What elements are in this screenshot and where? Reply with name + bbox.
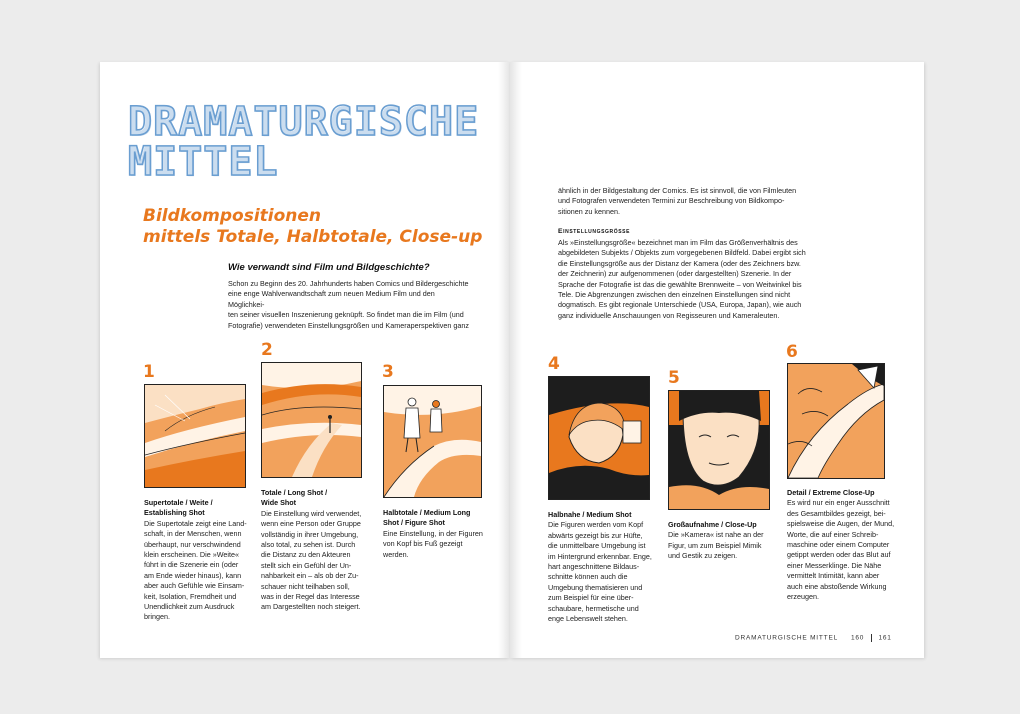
panel-body-line: aber auch Gefühle wie Einsam- xyxy=(144,581,245,591)
panel-body-line: werden. xyxy=(383,549,409,559)
panel-body-line: klein erscheinen. Die »Weite« xyxy=(144,550,239,560)
footer-section-label: DRAMATURGISCHE MITTEL xyxy=(735,634,838,642)
panel-body-line: hart angeschnittene Bildaus- xyxy=(548,562,640,572)
panel-body-line: schaft, in der Menschen, wenn xyxy=(144,529,242,539)
panel-title-line: Wide Shot xyxy=(261,498,297,508)
page-footer xyxy=(735,634,892,642)
einstellung-heading: Einstellungsgrösse xyxy=(558,228,631,235)
right-intro-line: ähnlich in der Bildgestaltung der Comics. Es ist sinnvoll, die von Filmleuten xyxy=(558,186,797,195)
panel-body-line: einer Messerklinge. Die Nähe xyxy=(787,560,882,570)
panel-caption-5 xyxy=(668,520,780,562)
panel-title-line: Totale / Long Shot / xyxy=(261,488,328,497)
intro-line: Schon zu Beginn des 20. Jahrhunderts haben Comics und Bildergeschichte xyxy=(228,279,469,288)
panel-title-line: Establishing Shot xyxy=(144,508,205,518)
panel-body-line: überhaupt, nur verschwindend xyxy=(144,539,241,549)
einstellung-line: die Einstellungsgröße aus der Distanz der Kamera (oder des Zeichners bzw. xyxy=(558,258,801,268)
einstellung-line: der Zeichnerin) zur aufgenommenen (oder dargestellten) Szenerie. In der xyxy=(558,269,792,279)
panel-illustration-3 xyxy=(383,385,482,498)
panel-body-line: führt in die Szenerie ein (oder xyxy=(144,560,239,570)
panel-body-line: Umgebung thematisieren und xyxy=(548,582,643,592)
panel-body-line: schauer nicht teilhaben soll, xyxy=(261,581,350,591)
panel-body-line: von Kopf bis Fuß gezeigt xyxy=(383,539,463,549)
panel-illustration-2 xyxy=(261,362,362,478)
intro-line: Fotografie) verwendeten Einstellungsgrößen und Kameraperspektiven ganz xyxy=(228,320,469,330)
panel-body-line: abwärts gezeigt bis zur Hüfte, xyxy=(548,530,643,540)
einstellung-line: dogmatisch. Es gibt regionale Unterschiede (USA, Europa, Japan), wie auch xyxy=(558,300,802,310)
panel-title-line: Shot / Figure Shot xyxy=(383,518,445,528)
panel-body-line: wenn eine Person oder Gruppe xyxy=(261,519,361,529)
panel-title-line: Großaufnahme / Close-Up xyxy=(668,520,757,529)
panel-body-line: vollständig in ihrer Umgebung, xyxy=(261,529,359,539)
intro-line: eine enge Wahlverwandtschaft zum neuen Medium Film und den Möglichkei- xyxy=(228,289,435,309)
panel-caption-3 xyxy=(383,508,488,560)
panel-body-line: die unmittelbare Umgebung ist xyxy=(548,541,646,551)
panel-body-line: Eine Einstellung, in der Figuren xyxy=(383,528,483,538)
panel-body-line: maschine oder einem Computer xyxy=(787,540,890,550)
panel-body-line: zum Beispiel für eine über- xyxy=(548,593,634,603)
panel-body-line: nahbarkeit ein – als ob der Zu- xyxy=(261,571,359,581)
panel-title-line: Halbtotale / Medium Long xyxy=(383,508,471,517)
right-intro-line: sitionen zu kennen. xyxy=(558,206,620,216)
panel-body-line: auch eine abstoßende Wirkung xyxy=(787,581,887,591)
footer-page-right: 161 xyxy=(878,634,892,642)
einstellung-line: Als »Einstellungsgröße« bezeichnet man im Film das Größenverhältnis des xyxy=(558,238,798,247)
panel-body-line: was in der Regel das Interesse xyxy=(261,592,360,602)
panel-caption-2 xyxy=(261,488,376,613)
intro-line: ten seiner visuellen Inszenierung geknüpft. So findet man die im Film (und xyxy=(228,310,464,320)
panel-number-4: 4 xyxy=(548,354,560,374)
intro-text xyxy=(228,279,473,331)
panel-body-line: und Gestik zu zeigen. xyxy=(668,551,738,561)
panel-body-line: Worte, die auf einer Schreib- xyxy=(787,529,879,539)
footer-separator xyxy=(871,634,872,642)
panel-body-line: Unendlichkeit zum Ausdruck xyxy=(144,602,235,612)
panel-body-line: stellt sich ein Gefühl der Un- xyxy=(261,560,352,570)
panel-body-line: schnitte können auch die xyxy=(548,572,628,582)
panel-body-line: bringen. xyxy=(144,612,170,622)
panel-number-3: 3 xyxy=(382,362,394,382)
panel-body-line: im Hintergrund erkennbar. Enge, xyxy=(548,551,652,561)
panel-body-line: schaubare, hermetische und xyxy=(548,603,639,613)
panel-body-line: die Distanz zu den Akteuren xyxy=(261,550,351,560)
einstellung-line: abgebildeten Subjekts / Objekts zum vorgegebenen Bildfeld. Dabei ergibt sich xyxy=(558,248,806,258)
panel-body-line: spielsweise die Augen, der Mund, xyxy=(787,519,895,529)
panel-body-line: keit, Isolation, Fremdheit und xyxy=(144,591,237,601)
main-title-line-1: DRAMATURGISCHE xyxy=(128,99,480,145)
panel-body-line: getippt werden oder das Blut auf xyxy=(787,550,891,560)
subtitle-line-2: mittels Totale, Halbtotale, Close-up xyxy=(143,227,483,247)
main-title-line-2: MITTEL xyxy=(128,139,279,185)
panel-title-line: Supertotale / Weite / xyxy=(144,498,213,507)
panel-body-line: am Ende wieder hinaus), kann xyxy=(144,570,242,580)
right-intro-line: und Fotografen verwendeten Termini zur Beschreibung von Bildkompo- xyxy=(558,196,785,206)
panel-body-line: Die »Kamera« ist nahe an der xyxy=(668,530,764,540)
intro-question: Wie verwandt sind Film und Bildgeschichte? xyxy=(228,262,430,273)
panel-body-line: Figur, um zum Beispiel Mimik xyxy=(668,540,762,550)
einstellung-line: Tele. Die Abgrenzungen zwischen den einzelnen Einstellungen sind nicht xyxy=(558,290,791,300)
panel-caption-4 xyxy=(548,510,660,624)
panel-illustration-1 xyxy=(144,384,246,488)
panel-caption-6 xyxy=(787,488,907,602)
panel-number-1: 1 xyxy=(143,362,155,382)
einstellung-line: ganz individuelle Anschauungen von Regisseuren und Kameraleuten. xyxy=(558,310,780,320)
panel-number-2: 2 xyxy=(261,340,273,360)
einstellung-line: Sprache der Fotografie ist das die gewählte Brennweite – von Weitwinkel bis xyxy=(558,279,802,289)
panel-body-line: erzeugen. xyxy=(787,592,819,602)
subtitle-line-1: Bildkompositionen xyxy=(143,206,322,226)
panel-illustration-5 xyxy=(668,390,770,510)
panel-caption-1 xyxy=(144,498,256,623)
panel-body-line: am Dargestellten noch steigert. xyxy=(261,602,361,612)
panel-body-line: vermittelt Intimität, kann aber xyxy=(787,571,880,581)
panel-body-line: des Gesamtbildes gezeigt, bei- xyxy=(787,508,886,518)
spine-gutter xyxy=(498,62,522,658)
panel-title-line: Detail / Extreme Close-Up xyxy=(787,488,875,497)
panel-body-line: enge Lebenswelt stehen. xyxy=(548,614,628,624)
panel-illustration-4 xyxy=(548,376,650,500)
einstellung-text xyxy=(558,238,813,321)
panel-body-line: Es wird nur ein enger Ausschnitt xyxy=(787,498,890,508)
panel-title-line: Halbnahe / Medium Shot xyxy=(548,510,632,519)
panel-body-line: also total, zu sehen ist. Durch xyxy=(261,540,356,550)
right-intro-text xyxy=(558,186,808,217)
panel-illustration-6 xyxy=(787,363,885,479)
panel-body-line: Die Einstellung wird verwendet, xyxy=(261,508,362,518)
panel-number-6: 6 xyxy=(786,342,798,362)
panel-body-line: Die Supertotale zeigt eine Land- xyxy=(144,518,247,528)
footer-page-left: 160 xyxy=(850,634,865,642)
panel-number-5: 5 xyxy=(668,368,680,388)
panel-body-line: Die Figuren werden vom Kopf xyxy=(548,520,644,530)
